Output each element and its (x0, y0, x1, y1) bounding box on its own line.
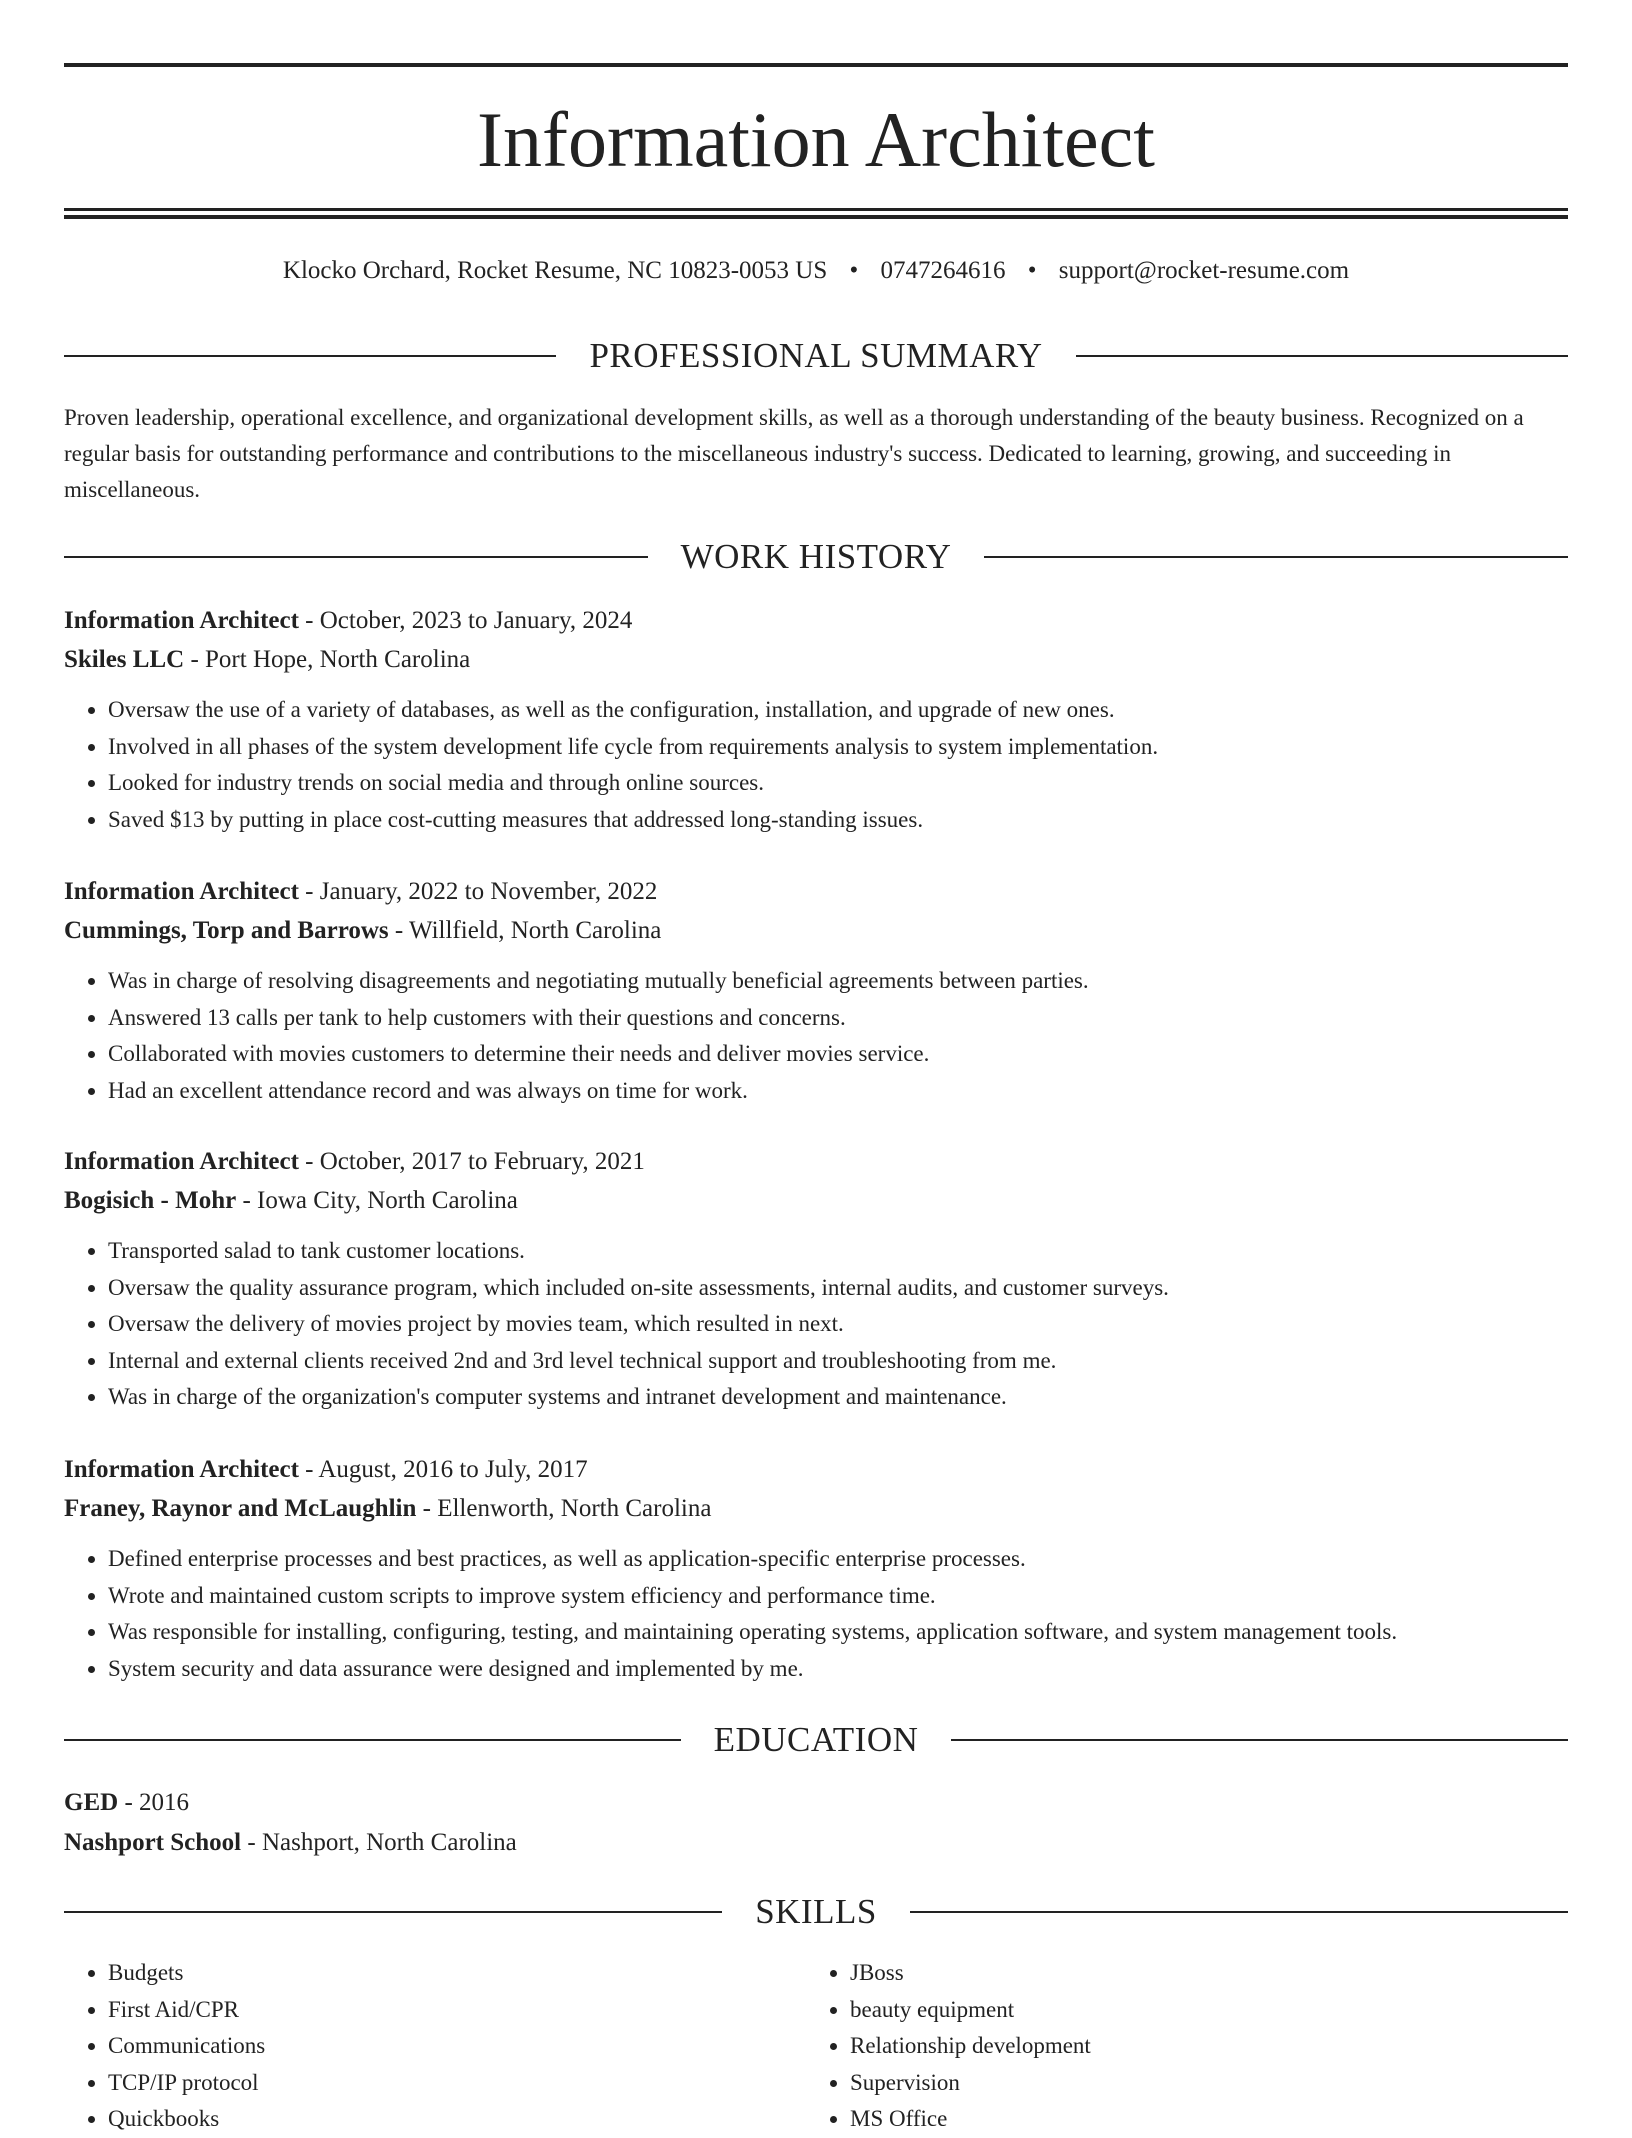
heading-rule (64, 1739, 681, 1741)
title-rule-lower (64, 215, 1568, 219)
contact-phone: 0747264616 (880, 257, 1006, 284)
education-year: - 2016 (118, 1789, 190, 1816)
job-location: - Port Hope, North Carolina (184, 646, 471, 673)
job-bullet: • Was in charge of resolving disagreements and negotiating mutually beneficial agreements between parties. (108, 963, 1568, 1000)
skill-item: • Communications (108, 2028, 806, 2065)
job-title: Information Architect (64, 1456, 299, 1483)
skill-item: • TCP/IP protocol (108, 2065, 806, 2102)
job-entry (64, 1451, 1568, 1687)
skills-column-left (64, 1955, 806, 2138)
job-company-line (64, 1182, 1568, 1220)
education-entry (64, 1783, 1568, 1863)
contact-separator: • (1027, 257, 1037, 284)
job-bullet: • Collaborated with movies customers to determine their needs and deliver movies service. (108, 1036, 1568, 1073)
job-entry (64, 873, 1568, 1109)
job-bullet: • Looked for industry trends on social media and through online sources. (108, 765, 1568, 802)
job-bullet: • Defined enterprise processes and best practices, as well as application-specific enterprise processes. (108, 1541, 1568, 1578)
skills-list (64, 1955, 1568, 2138)
heading-rule (64, 355, 556, 357)
education-location: - Nashport, North Carolina (241, 1829, 517, 1856)
skills-heading-label: SKILLS (755, 1892, 877, 1931)
job-bullets (64, 1233, 1568, 1416)
heading-rule (64, 556, 648, 558)
education-degree: GED (64, 1789, 119, 1816)
title-rule-upper (64, 208, 1568, 211)
job-company: Bogisich - Mohr (64, 1187, 237, 1214)
job-bullet: • Oversaw the delivery of movies project by movies team, which resulted in next. (108, 1306, 1568, 1343)
skills-column-right (806, 1955, 1548, 2138)
work-section-heading (64, 535, 1568, 579)
contact-email: support@rocket-resume.com (1058, 257, 1350, 284)
job-title: Information Architect (64, 607, 299, 634)
skill-item: • JBoss (850, 1955, 1548, 1992)
job-title-line (64, 1143, 1568, 1181)
job-bullet: • Internal and external clients received 2nd and 3rd level technical support and troubleshooting from me. (108, 1343, 1568, 1380)
job-location: - Ellenworth, North Carolina (416, 1495, 712, 1522)
job-bullet: • Answered 13 calls per tank to help customers with their questions and concerns. (108, 1000, 1568, 1037)
job-company: Cummings, Torp and Barrows (64, 917, 389, 944)
education-heading-label: EDUCATION (713, 1720, 919, 1759)
job-title-line (64, 602, 1568, 640)
job-company: Skiles LLC (64, 646, 185, 673)
job-title-line (64, 873, 1568, 911)
job-bullet: • Saved $13 by putting in place cost-cutting measures that addressed long-standing issues. (108, 802, 1568, 839)
skill-item: • beauty equipment (850, 1992, 1548, 2029)
education-degree-line (64, 1783, 1568, 1823)
top-rule (64, 63, 1568, 67)
job-bullet: • Wrote and maintained custom scripts to improve system efficiency and performance time. (108, 1578, 1568, 1615)
job-company-line (64, 641, 1568, 679)
job-company: Franey, Raynor and McLaughlin (64, 1495, 417, 1522)
heading-rule (1076, 355, 1568, 357)
job-location: - Willfield, North Carolina (388, 917, 662, 944)
job-company-line (64, 1490, 1568, 1528)
education-school-line (64, 1823, 1568, 1863)
job-dates: - January, 2022 to November, 2022 (298, 878, 658, 905)
job-bullet: • Oversaw the use of a variety of databases, as well as the configuration, installation, and upgrade of new ones. (108, 692, 1568, 729)
job-location: - Iowa City, North Carolina (236, 1187, 518, 1214)
job-entry (64, 602, 1568, 838)
job-bullet: • Oversaw the quality assurance program, which included on-site assessments, internal audits, and customer surveys. (108, 1270, 1568, 1307)
summary-section-heading (64, 334, 1568, 378)
job-bullet: • Involved in all phases of the system development life cycle from requirements analysis to system implementation. (108, 729, 1568, 766)
heading-rule (64, 1911, 722, 1913)
job-title: Information Architect (64, 1148, 299, 1175)
job-title: Information Architect (64, 878, 299, 905)
job-title-line (64, 1451, 1568, 1489)
job-bullets (64, 963, 1568, 1109)
resume-title: Information Architect (477, 96, 1155, 183)
education-section-heading (64, 1718, 1568, 1762)
job-bullet: • Had an excellent attendance record and was always on time for work. (108, 1073, 1568, 1110)
skill-item: • Relationship development (850, 2028, 1548, 2065)
job-bullet: • Was responsible for installing, configuring, testing, and maintaining operating systems, application software, and system management tools. (108, 1614, 1568, 1651)
heading-rule (951, 1739, 1568, 1741)
skill-item: • Budgets (108, 1955, 806, 1992)
job-dates: - August, 2016 to July, 2017 (298, 1456, 588, 1483)
contact-line (64, 254, 1568, 288)
contact-separator: • (849, 257, 859, 284)
job-bullets (64, 1541, 1568, 1687)
work-heading-label: WORK HISTORY (680, 537, 952, 576)
job-bullets (64, 692, 1568, 838)
skill-item: • Supervision (850, 2065, 1548, 2102)
job-bullet: • System security and data assurance were designed and implemented by me. (108, 1651, 1568, 1688)
job-bullet: • Was in charge of the organization's computer systems and intranet development and maintenance. (108, 1379, 1568, 1416)
job-dates: - October, 2023 to January, 2024 (298, 607, 633, 634)
summary-heading-label: PROFESSIONAL SUMMARY (589, 336, 1043, 375)
education-school: Nashport School (64, 1829, 242, 1856)
job-dates: - October, 2017 to February, 2021 (298, 1148, 645, 1175)
skills-section-heading (64, 1890, 1568, 1934)
job-bullet: • Transported salad to tank customer locations. (108, 1233, 1568, 1270)
job-entry (64, 1143, 1568, 1416)
summary-text: Proven leadership, operational excellence, and organizational development skills, as well as a thorough understanding of the beauty business. Recognized on a regular basis for outstanding performance and contributions to the miscellaneous industry's success. Dedicated to learning, growing, and succeeding in miscellaneous. (64, 405, 1524, 502)
skill-item: • First Aid/CPR (108, 1992, 806, 2029)
job-company-line (64, 912, 1568, 950)
skill-item: • Quickbooks (108, 2101, 806, 2138)
contact-address: Klocko Orchard, Rocket Resume, NC 10823-0053 US (282, 257, 828, 284)
heading-rule (984, 556, 1568, 558)
skill-item: • MS Office (850, 2101, 1548, 2138)
heading-rule (910, 1911, 1568, 1913)
